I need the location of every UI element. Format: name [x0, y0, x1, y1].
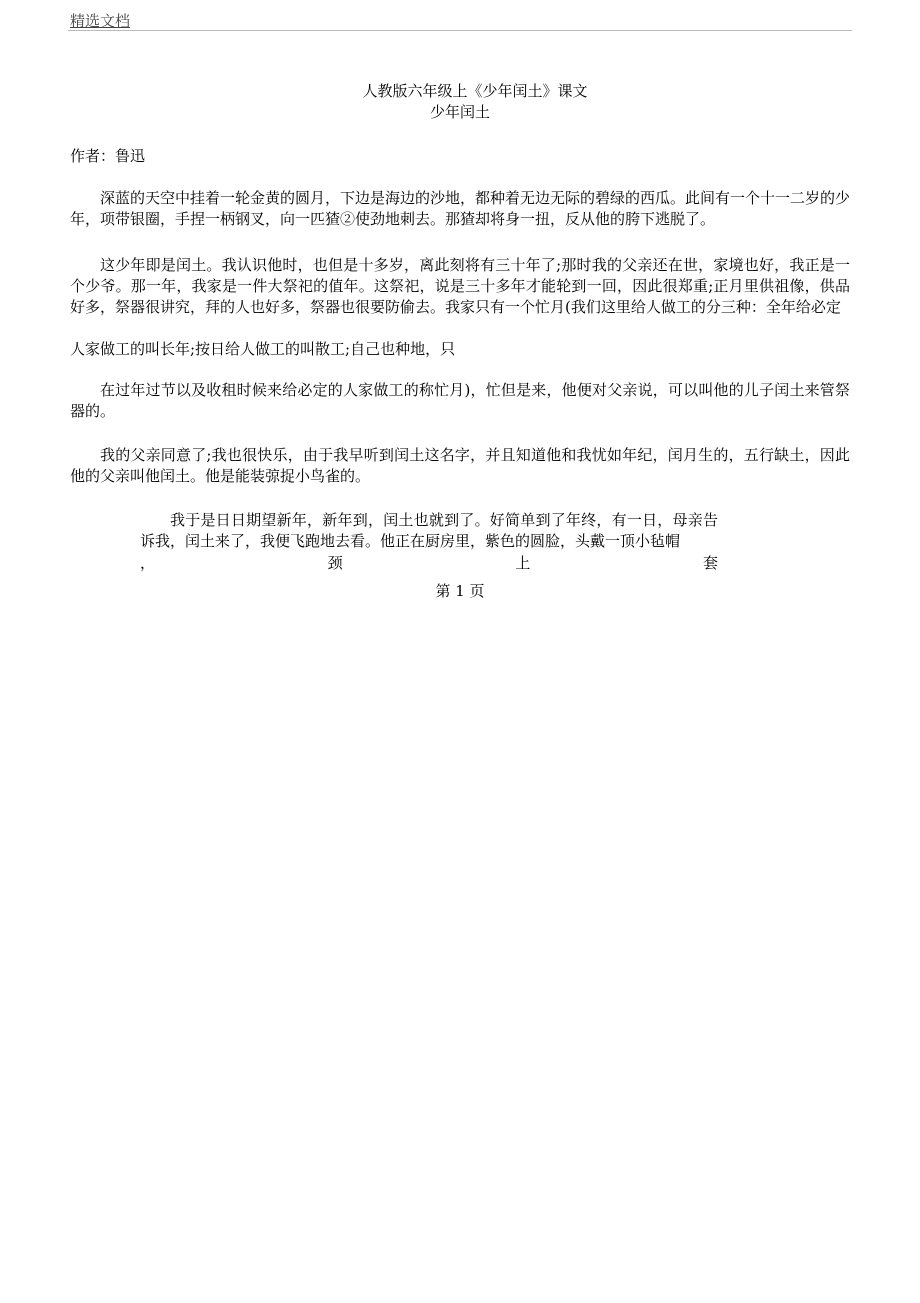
- spread-char: ，: [140, 554, 156, 572]
- document-title: 人教版六年级上《少年闰土》课文: [362, 82, 588, 100]
- document-subtitle: 少年闰土: [429, 103, 490, 121]
- spread-char: 套: [702, 554, 718, 572]
- spread-char: 颈: [327, 554, 343, 572]
- header-label: 精选文档: [70, 12, 131, 30]
- page-number: 第 1 页: [435, 582, 485, 600]
- paragraph: 这少年即是闰土。我认识他时，也但是十多岁，离此刻将有三十年了;那时我的父亲还在世，家境也好，我正是一个少爷。那一年，我家是一件大祭祀的值年。这祭祀，说是三十多年才能轮到一回，因此很郑重;正月里供祖像，供品好多，祭器很讲究，拜的人也好多，祭器也很要防偷去。我家只有一个忙月(我们这里给人做工的分三种：全年给必定: [70, 256, 850, 316]
- author-line: 作者：鲁迅: [70, 147, 146, 165]
- header-divider: [68, 30, 852, 31]
- paragraph: 我的父亲同意了;我也很快乐，由于我早听到闰土这名字，并且知道他和我忧如年纪，闰月生的，五行缺土，因此他的父亲叫他闰土。他是能装弶捉小鸟雀的。: [70, 446, 850, 485]
- paragraph: 我于是日日期望新年，新年到，闰土也就到了。好简单到了年终，有一日，母亲告诉我，闰土来了，我便飞跑地去看。他正在厨房里，紫色的圆脸，头戴一顶小毡帽: [140, 511, 718, 550]
- paragraph: 深蓝的天空中挂着一轮金黄的圆月，下边是海边的沙地，都种着无边无际的碧绿的西瓜。此间有一个十一二岁的少年，项带银圈，手捏一柄钢叉，向一匹猹②使劲地刺去。那猹却将身一扭，反从他的胯下逃脱了。: [70, 189, 851, 228]
- paragraph: 在过年过节以及收租时候来给必定的人家做工的称忙月)，忙但是来，他便对父亲说，可以叫他的儿子闰土来管祭器的。: [70, 381, 850, 420]
- spread-text-line: [140, 552, 718, 573]
- paragraph: 人家做工的叫长年;按日给人做工的叫散工;自己也种地，只: [70, 340, 456, 358]
- spread-char: 上: [515, 554, 531, 572]
